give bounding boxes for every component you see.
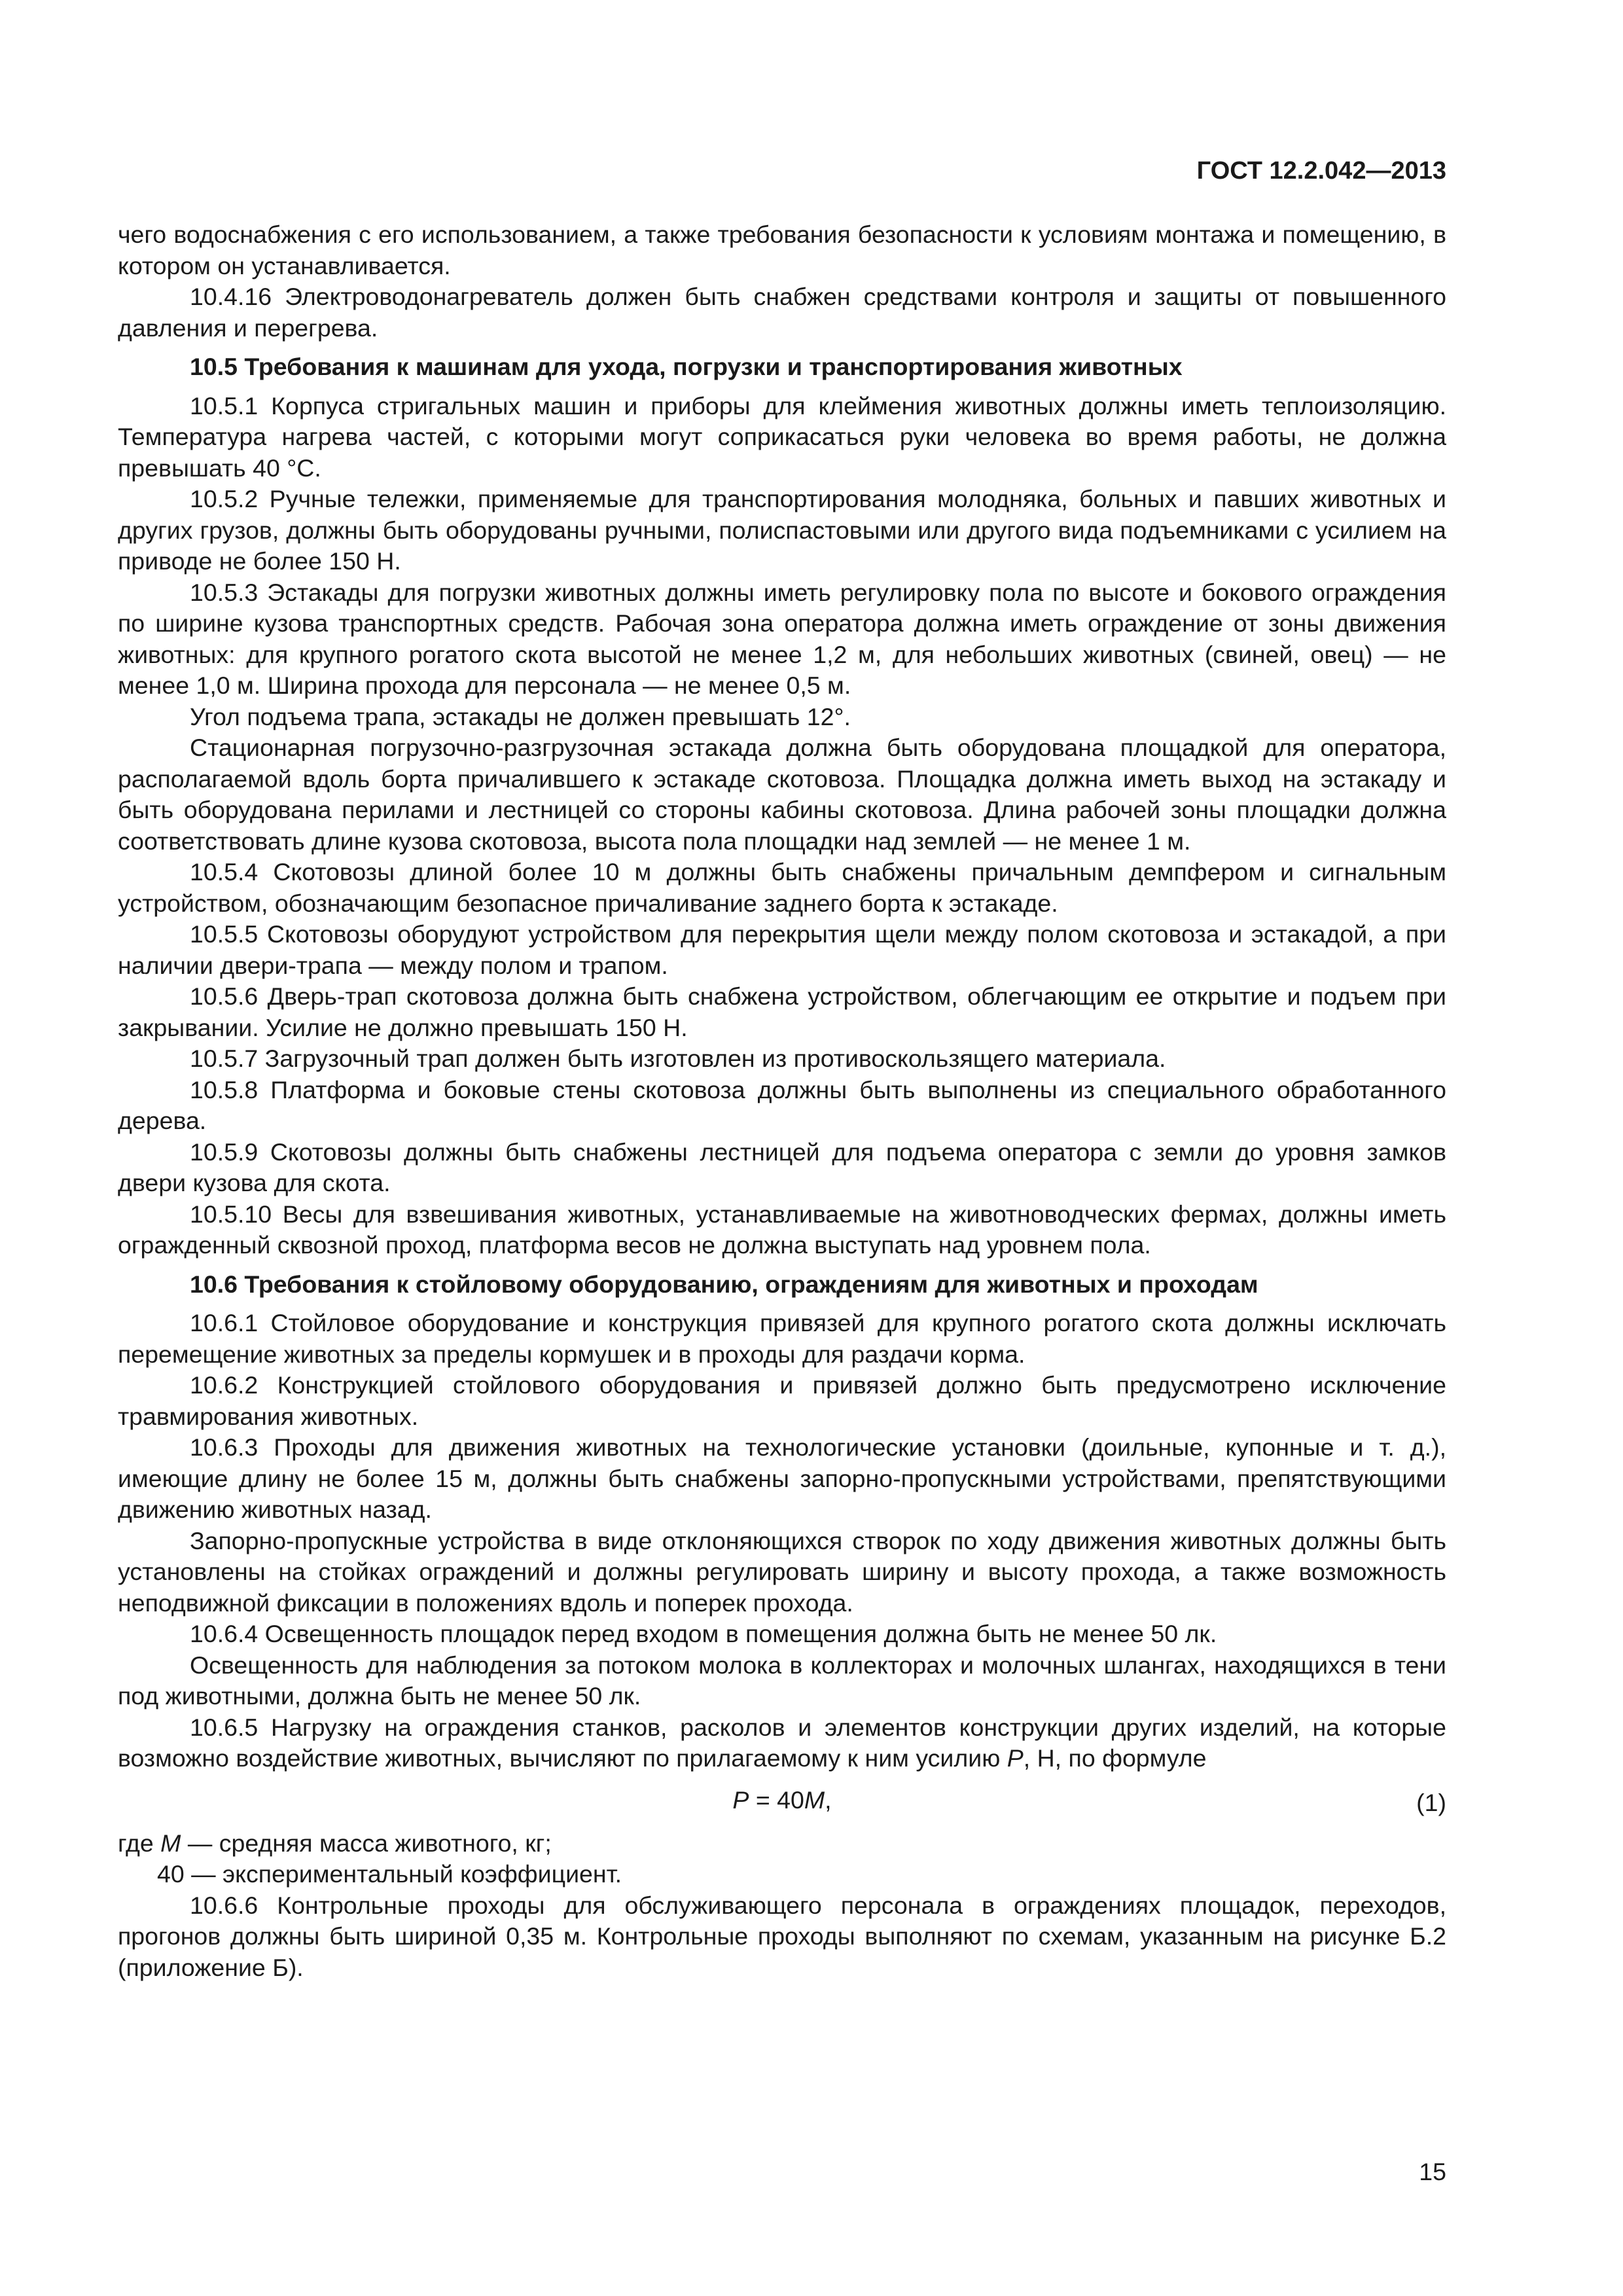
paragraph-10-6-6: 10.6.6 Контрольные проходы для обслуживающего персонала в ограждениях площадок, переходов, прогонов должны быть шириной 0,35 м. Контрольные проходы выполняют по схемам, указанным на рисунке Б.2 (приложение Б). xyxy=(118,1891,1446,1981)
where-var-m: М xyxy=(160,1829,181,1857)
paragraph-10-5-4: 10.5.4 Скотовозы длиной более 10 м должны быть снабжены причальным демпфером и сигнальным устройством, обозначающим безопасное причаливание заднего борта к эстакаде. xyxy=(118,858,1446,917)
paragraph-10-5-1: 10.5.1 Корпуса стригальных машин и приборы для клеймения животных должны иметь теплоизоляцию. Температура нагрева частей, с которыми могут соприкасаться руки человека во время работы, не должна превышать 40 °С. xyxy=(118,391,1446,482)
formula-lhs: Р xyxy=(732,1785,749,1814)
formula-number: (1) xyxy=(1416,1788,1446,1816)
paragraph-10-6-5-tail: , Н, по формуле xyxy=(1023,1744,1207,1772)
paragraph-10-5-6: 10.5.6 Дверь-трап скотовоза должна быть снабжена устройством, облегчающим ее открытие и подъем при закрывании. Усилие не должно превышать 150 Н. xyxy=(118,982,1446,1041)
paragraph-10-5-2: 10.5.2 Ручные тележки, применяемые для транспортирования молодняка, больных и павших животных и других грузов, должны быть оборудованы ручными, полиспастовыми или другого вида подъемниками с усилием на приводе не более 150 Н. xyxy=(118,485,1446,575)
formula-eq: = 40 xyxy=(749,1785,804,1814)
where-line-m xyxy=(118,1828,1446,1859)
paragraph-10-6-2: 10.6.2 Конструкцией стойлового оборудования и привязей должно быть предусмотрено исключение травмирования животных. xyxy=(118,1371,1446,1430)
section-heading-10-6: 10.6 Требования к стойловому оборудованию, ограждениям для животных и проходам xyxy=(190,1270,1258,1298)
paragraph-10-5-9: 10.5.9 Скотовозы должны быть снабжены лестницей для подъема оператора с земли до уровня замков двери кузова для скота. xyxy=(118,1138,1446,1196)
formula-expression xyxy=(118,1785,1446,1816)
paragraph-10-5-3-angle: Угол подъема трапа, эстакады не должен превышать 12°. xyxy=(190,702,851,730)
formula-var-m: М xyxy=(804,1785,825,1814)
paragraph-10-6-5-text: 10.6.5 Нагрузку на ограждения станков, расколов и элементов конструкции других изделий, на которые возможно воздействие животных, вычисляют по прилагаемому к ним усилию xyxy=(118,1713,1446,1772)
paragraph-10-5-8: 10.5.8 Платформа и боковые стены скотовоза должны быть выполнены из специального обработанного дерева. xyxy=(118,1075,1446,1134)
paragraph-10-5-3: 10.5.3 Эстакады для погрузки животных должны иметь регулировку пола по высоте и бокового ограждения по ширине кузова транспортных средств. Рабочая зона оператора должна иметь ограждение от зоны движения животных: для крупного рогатого скота высотой не менее 1,2 м, для небольших животных (свиней, овец) — не менее 1,0 м. Ширина прохода для персонала — не менее 0,5 м. xyxy=(118,578,1446,699)
paragraph-continuation: чего водоснабжения с его использованием, а также требования безопасности к условиям монтажа и помещению, в котором он устанавливается. xyxy=(118,221,1446,279)
paragraph-10-5-5: 10.5.5 Скотовозы оборудуют устройством для перекрытия щели между полом скотовоза и эстакадой, а при наличии двери-трапа — между полом и трапом. xyxy=(118,920,1446,979)
paragraph-10-6-4-milk: Освещенность для наблюдения за потоком молока в коллекторах и молочных шлангах, находящихся в тени под животными, должна быть не менее 50 лк. xyxy=(118,1651,1446,1710)
document-body xyxy=(118,219,1446,1983)
page-number: 15 xyxy=(1419,2158,1446,2185)
formula-1 xyxy=(118,1780,1446,1825)
paragraph-10-5-3-platform: Стационарная погрузочно-разгрузочная эстакада должна быть оборудована площадкой для оператора, располагаемой вдоль борта причалившего к эстакаде скотовоза. Площадка должна иметь выход на эстакаду и быть оборудована перилами и лестницей со стороны кабины скотовоза. Длина рабочей зоны площадки должна соответствовать длине кузова скотовоза, высота пола площадки над землей — не менее 1 м. xyxy=(118,734,1446,855)
paragraph-10-5-7: 10.5.7 Загрузочный трап должен быть изготовлен из противоскользящего материала. xyxy=(190,1045,1166,1072)
where-prefix: где xyxy=(118,1829,161,1857)
section-heading-10-5: 10.5 Требования к машинам для ухода, погрузки и транспортирования животных xyxy=(190,353,1183,380)
paragraph-10-4-16: 10.4.16 Электроводонагреватель должен быть снабжен средствами контроля и защиты от повышенного давления и перегрева. xyxy=(118,283,1446,342)
paragraph-10-5-10: 10.5.10 Весы для взвешивания животных, устанавливаемые на животноводческих фермах, должны иметь огражденный сквозной проход, платформа весов не должна выступать над уровнем пола. xyxy=(118,1200,1446,1259)
paragraph-10-6-4: 10.6.4 Освещенность площадок перед входом в помещения должна быть не менее 50 лк. xyxy=(190,1620,1217,1647)
paragraph-10-6-3-devices: Запорно-пропускные устройства в виде отклоняющихся створок по ходу движения животных должны быть установлены на стойках ограждений и должны регулировать ширину и высоту прохода, а также возможность неподвижной фиксации в положениях вдоль и поперек прохода. xyxy=(118,1526,1446,1617)
paragraph-10-6-1: 10.6.1 Стойловое оборудование и конструкция привязей для крупного рогатого скота должны исключать перемещение животных за пределы кормушек и в проходы для раздачи корма. xyxy=(118,1309,1446,1368)
paragraph-10-6-5 xyxy=(118,1712,1446,1774)
paragraph-10-6-3: 10.6.3 Проходы для движения животных на технологические установки (доильные, купонные и т. д.), имеющие длину не более 15 м, должны быть снабжены запорно-пропускными устройствами, препятствующими движению животных назад. xyxy=(118,1433,1446,1523)
document-page xyxy=(118,157,1446,2186)
formula-tail: , xyxy=(825,1785,832,1814)
where-text: — средняя масса животного, кг; xyxy=(181,1829,552,1857)
variable-p: Р xyxy=(1007,1744,1024,1772)
where-line-40: 40 — экспериментальный коэффициент. xyxy=(157,1860,622,1888)
document-code: ГОСТ 12.2.042—2013 xyxy=(1196,157,1446,185)
